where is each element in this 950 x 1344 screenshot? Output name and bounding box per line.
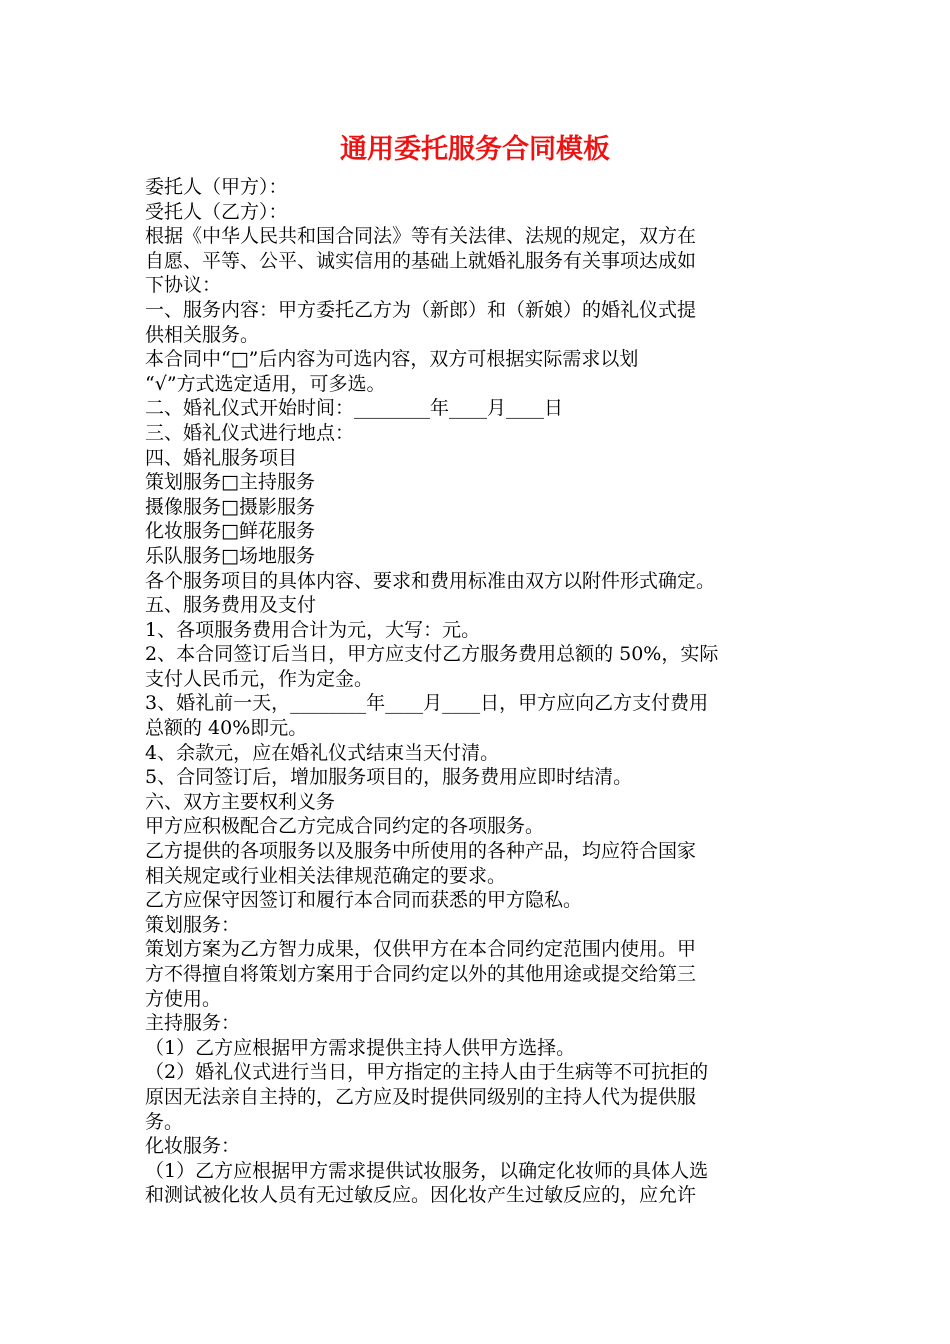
text-line: 乙方应保守因签订和履行本合同而获悉的甲方隐私。 xyxy=(145,889,583,912)
text-line: 六、双方主要权利义务 xyxy=(145,790,336,813)
text-line: 乙方提供的各项服务以及服务中所使用的各种产品，均应符合国家 xyxy=(145,840,697,863)
text-line: 化妆服务□鲜花服务 xyxy=(145,520,315,543)
text-line: 4、余款元，应在婚礼仪式结束当天付清。 xyxy=(145,741,500,764)
text-line: 相关规定或行业相关法律规范确定的要求。 xyxy=(145,864,507,887)
text-line: 下协议： xyxy=(145,274,222,297)
text-line: 化妆服务： xyxy=(145,1135,241,1158)
text-line: 2、本合同签订后当日，甲方应支付乙方服务费用总额的 50%，实际 xyxy=(145,643,719,666)
text-line: 二、婚礼仪式开始时间：________年____月____日 xyxy=(145,397,564,420)
text-line: 方不得擅自将策划方案用于合同约定以外的其他用途或提交给第三 xyxy=(145,963,697,985)
text-line: 供相关服务。 xyxy=(145,323,260,346)
text-line: 策划方案为乙方智力成果，仅供甲方在本合同约定范围内使用。甲 xyxy=(145,938,697,961)
text-line: 支付人民币元，作为定金。 xyxy=(145,667,374,690)
text-line: （2）婚礼仪式进行当日，甲方指定的主持人由于生病等不可抗拒的 xyxy=(145,1061,709,1084)
text-line: 策划服务： xyxy=(145,913,241,936)
text-line: 策划服务□主持服务 xyxy=(145,471,315,494)
text-line: 5、合同签订后，增加服务项目的，服务费用应即时结清。 xyxy=(145,766,633,789)
document-body xyxy=(145,175,815,1208)
text-line: 乐队服务□场地服务 xyxy=(145,544,315,567)
text-line: 自愿、平等、公平、诚实信用的基础上就婚礼服务有关事项达成如 xyxy=(145,249,697,272)
text-line: 四、婚礼服务项目 xyxy=(145,446,298,469)
text-line: 主持服务： xyxy=(145,1012,241,1035)
text-line: 原因无法亲自主持的，乙方应及时提供同级别的主持人代为提供服 xyxy=(145,1085,697,1108)
text-line: 根据《中华人民共和国合同法》等有关法律、法规的规定，双方在 xyxy=(145,225,697,248)
text-line: 1、各项服务费用合计为元，大写：元。 xyxy=(145,618,481,641)
document-title: 通用委托服务合同模板 xyxy=(340,134,610,165)
text-line: 方使用。 xyxy=(145,987,222,1010)
text-line: 各个服务项目的具体内容、要求和费用标准由双方以附件形式确定。 xyxy=(145,569,716,592)
text-line: 和测试被化妆人员有无过敏反应。因化妆产生过敏反应的，应允许 xyxy=(145,1184,697,1207)
text-line: 五、服务费用及支付 xyxy=(145,594,317,617)
text-line: 3、婚礼前一天，________年____月____日，甲方应向乙方支付费用 xyxy=(145,692,709,715)
text-line: （1）乙方应根据甲方需求提供主持人供甲方选择。 xyxy=(145,1036,576,1059)
text-line: 本合同中“□”后内容为可选内容，双方可根据实际需求以划 xyxy=(145,348,639,371)
text-line: （1）乙方应根据甲方需求提供试妆服务，以确定化妆师的具体人选 xyxy=(145,1159,709,1182)
text-line: 委托人（甲方）： xyxy=(145,176,288,198)
text-line: 务。 xyxy=(145,1110,184,1133)
text-line: 甲方应积极配合乙方完成合同约定的各项服务。 xyxy=(145,815,545,838)
text-line: 受托人（乙方）： xyxy=(145,200,288,223)
text-line: 总额的 40%即元。 xyxy=(145,717,308,740)
text-line: 摄像服务□摄影服务 xyxy=(145,495,315,518)
text-line: 一、服务内容：甲方委托乙方为（新郎）和（新娘）的婚礼仪式提 xyxy=(145,298,697,321)
text-line: “√”方式选定适用，可多选。 xyxy=(145,372,386,395)
text-line: 三、婚礼仪式进行地点： xyxy=(145,421,355,444)
